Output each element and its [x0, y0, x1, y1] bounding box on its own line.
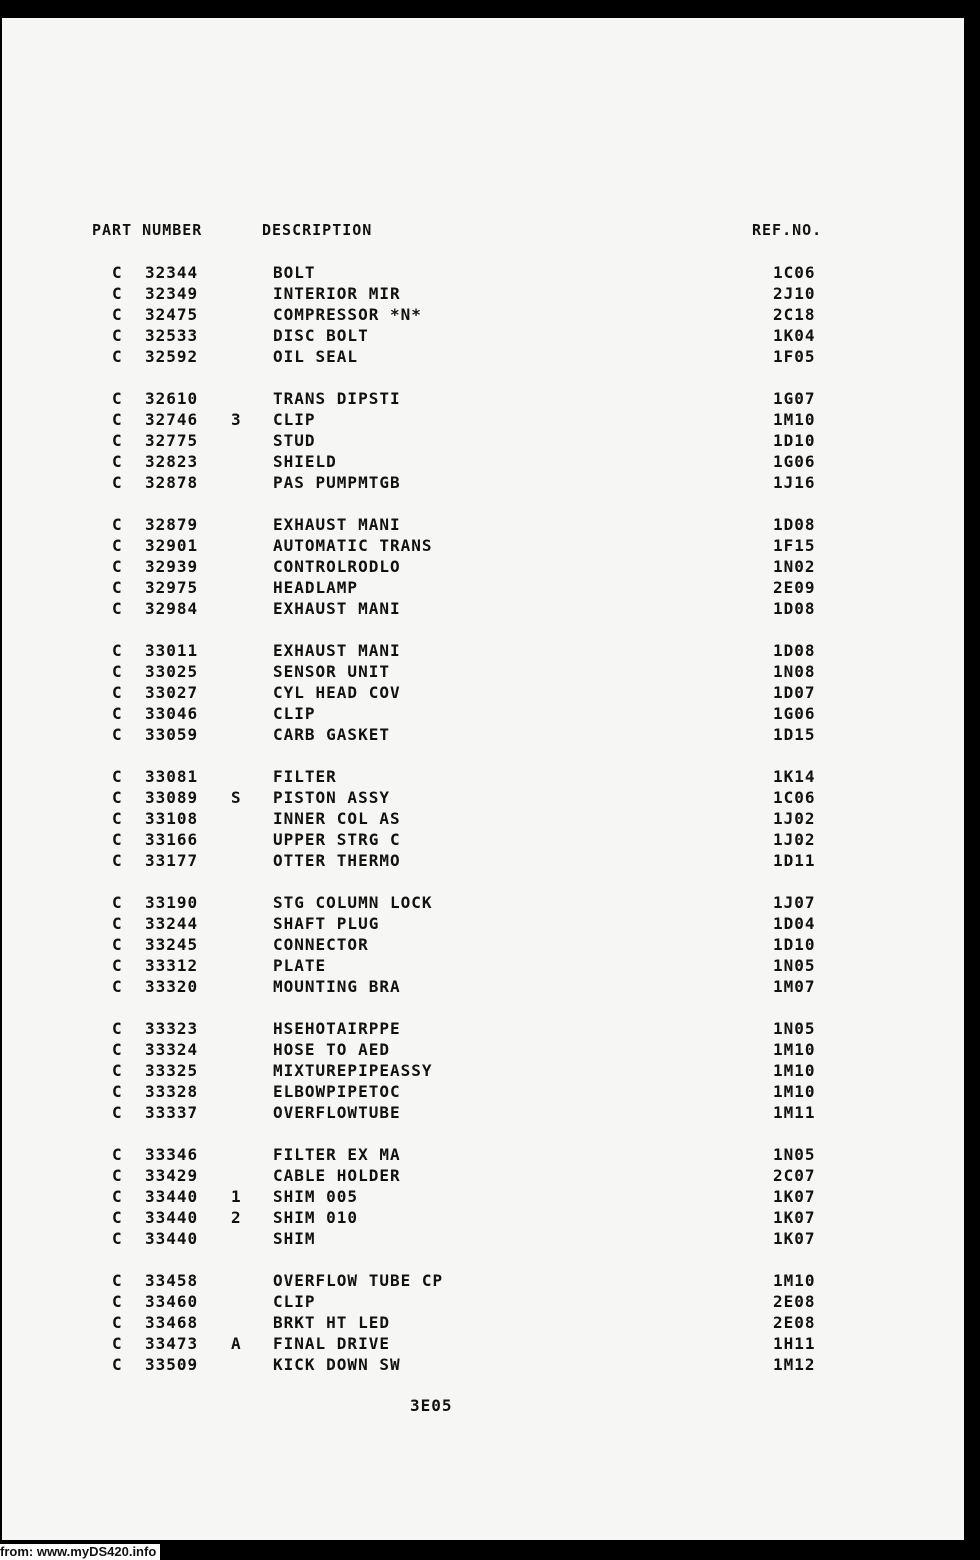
- part-description: FILTER EX MA: [273, 1145, 401, 1164]
- part-description: UPPER STRG C: [273, 830, 401, 849]
- ref-number: 1F05: [773, 347, 816, 366]
- part-description: BOLT: [273, 263, 316, 282]
- ref-number: 1H11: [773, 1334, 816, 1353]
- part-number: 33011: [145, 641, 199, 660]
- ref-number: 2E08: [773, 1292, 816, 1311]
- part-number: 32344: [145, 263, 199, 282]
- ref-number: 1K07: [773, 1229, 816, 1248]
- table-row: [2, 598, 964, 619]
- table-row: [2, 934, 964, 955]
- ref-number: 1D11: [773, 851, 816, 870]
- part-description: INNER COL AS: [273, 809, 401, 828]
- ref-number: 1J02: [773, 809, 816, 828]
- part-number: 32878: [145, 473, 199, 492]
- ref-number: 1D10: [773, 935, 816, 954]
- part-number: 33089: [145, 788, 199, 807]
- part-prefix: C: [112, 1103, 123, 1122]
- table-row: [2, 955, 964, 976]
- table-row: [2, 1291, 964, 1312]
- part-number: 33460: [145, 1292, 199, 1311]
- table-row: [2, 661, 964, 682]
- ref-number: 1J07: [773, 893, 816, 912]
- part-prefix: C: [112, 1229, 123, 1248]
- part-description: EXHAUST MANI: [273, 599, 401, 618]
- ref-number: 2C07: [773, 1166, 816, 1185]
- table-row: [2, 766, 964, 787]
- table-row: [2, 1144, 964, 1165]
- part-description: CABLE HOLDER: [273, 1166, 401, 1185]
- part-prefix: C: [112, 1040, 123, 1059]
- ref-number: 1M11: [773, 1103, 816, 1122]
- part-number: 33440: [145, 1208, 199, 1227]
- table-row: [2, 472, 964, 493]
- part-prefix: C: [112, 1187, 123, 1206]
- ref-number: 1N02: [773, 557, 816, 576]
- ref-number: 1G06: [773, 452, 816, 471]
- part-description: MOUNTING BRA: [273, 977, 401, 996]
- part-qualifier: 1: [231, 1187, 242, 1206]
- ref-number: 1N08: [773, 662, 816, 681]
- ref-number: 1D07: [773, 683, 816, 702]
- part-prefix: C: [112, 1082, 123, 1101]
- part-number: 33337: [145, 1103, 199, 1122]
- part-description: SHIM: [273, 1229, 316, 1248]
- part-number: 32475: [145, 305, 199, 324]
- part-prefix: C: [112, 935, 123, 954]
- part-number: 33324: [145, 1040, 199, 1059]
- part-description: FINAL DRIVE: [273, 1334, 390, 1353]
- part-prefix: C: [112, 641, 123, 660]
- part-prefix: C: [112, 431, 123, 450]
- part-prefix: C: [112, 410, 123, 429]
- part-description: CLIP: [273, 1292, 316, 1311]
- part-number: 33108: [145, 809, 199, 828]
- part-prefix: C: [112, 809, 123, 828]
- part-number: 33244: [145, 914, 199, 933]
- table-row: [2, 346, 964, 367]
- part-number: 33346: [145, 1145, 199, 1164]
- part-description: DISC BOLT: [273, 326, 369, 345]
- ref-number: 1M10: [773, 1040, 816, 1059]
- parts-group: [2, 262, 964, 367]
- ref-number: 1D08: [773, 599, 816, 618]
- part-description: HOSE TO AED: [273, 1040, 390, 1059]
- table-row: [2, 283, 964, 304]
- part-prefix: C: [112, 893, 123, 912]
- part-description: CONNECTOR: [273, 935, 369, 954]
- table-row: [2, 325, 964, 346]
- part-description: PLATE: [273, 956, 327, 975]
- parts-group: [2, 1018, 964, 1123]
- ref-number: 1D04: [773, 914, 816, 933]
- part-prefix: C: [112, 305, 123, 324]
- part-description: HEADLAMP: [273, 578, 359, 597]
- table-row: [2, 724, 964, 745]
- part-description: EXHAUST MANI: [273, 641, 401, 660]
- ref-number: 1G06: [773, 704, 816, 723]
- part-number: 32746: [145, 410, 199, 429]
- part-qualifier: S: [231, 788, 242, 807]
- part-description: CLIP: [273, 410, 316, 429]
- ref-number: 1N05: [773, 956, 816, 975]
- part-prefix: C: [112, 1061, 123, 1080]
- part-description: OIL SEAL: [273, 347, 359, 366]
- part-description: STG COLUMN LOCK: [273, 893, 433, 912]
- table-row: [2, 1018, 964, 1039]
- part-description: CYL HEAD COV: [273, 683, 401, 702]
- table-row: [2, 1312, 964, 1333]
- ref-number: 1J02: [773, 830, 816, 849]
- part-prefix: C: [112, 683, 123, 702]
- ref-number: 1K04: [773, 326, 816, 345]
- header-description: DESCRIPTION: [262, 221, 373, 239]
- part-prefix: C: [112, 452, 123, 471]
- ref-number: 1N05: [773, 1019, 816, 1038]
- part-prefix: C: [112, 1019, 123, 1038]
- table-row: [2, 829, 964, 850]
- part-number: 33046: [145, 704, 199, 723]
- part-prefix: C: [112, 1313, 123, 1332]
- table-row: [2, 262, 964, 283]
- part-prefix: C: [112, 347, 123, 366]
- part-prefix: C: [112, 662, 123, 681]
- table-row: [2, 703, 964, 724]
- part-description: SHIM 010: [273, 1208, 359, 1227]
- part-prefix: C: [112, 578, 123, 597]
- part-number: 33468: [145, 1313, 199, 1332]
- paper-sheet: [2, 18, 964, 1540]
- part-description: CLIP: [273, 704, 316, 723]
- part-prefix: C: [112, 599, 123, 618]
- table-row: [2, 1102, 964, 1123]
- part-prefix: C: [112, 977, 123, 996]
- table-row: [2, 976, 964, 997]
- part-number: 32984: [145, 599, 199, 618]
- table-row: [2, 850, 964, 871]
- part-description: TRANS DIPSTI: [273, 389, 401, 408]
- part-prefix: C: [112, 284, 123, 303]
- part-number: 33177: [145, 851, 199, 870]
- part-prefix: C: [112, 1292, 123, 1311]
- parts-list: [2, 262, 964, 1396]
- part-description: INTERIOR MIR: [273, 284, 401, 303]
- ref-number: 1J16: [773, 473, 816, 492]
- part-description: ELBOWPIPETOC: [273, 1082, 401, 1101]
- part-description: SHIELD: [273, 452, 337, 471]
- part-description: EXHAUST MANI: [273, 515, 401, 534]
- part-qualifier: 3: [231, 410, 242, 429]
- ref-number: 1D15: [773, 725, 816, 744]
- part-number: 33440: [145, 1229, 199, 1248]
- part-prefix: C: [112, 956, 123, 975]
- part-description: PISTON ASSY: [273, 788, 390, 807]
- ref-number: 1K07: [773, 1187, 816, 1206]
- part-qualifier: 2: [231, 1208, 242, 1227]
- part-prefix: C: [112, 536, 123, 555]
- part-number: 33458: [145, 1271, 199, 1290]
- part-number: 33320: [145, 977, 199, 996]
- part-number: 33473: [145, 1334, 199, 1353]
- table-row: [2, 1039, 964, 1060]
- part-prefix: C: [112, 515, 123, 534]
- table-row: [2, 1207, 964, 1228]
- part-number: 33027: [145, 683, 199, 702]
- ref-number: 1G07: [773, 389, 816, 408]
- part-prefix: C: [112, 263, 123, 282]
- ref-number: 1C06: [773, 263, 816, 282]
- part-prefix: C: [112, 389, 123, 408]
- part-number: 33059: [145, 725, 199, 744]
- part-description: OVERFLOW TUBE CP: [273, 1271, 444, 1290]
- table-row: [2, 787, 964, 808]
- table-row: [2, 1186, 964, 1207]
- ref-number: 1M10: [773, 1082, 816, 1101]
- part-number: 32901: [145, 536, 199, 555]
- part-number: 33429: [145, 1166, 199, 1185]
- part-prefix: C: [112, 473, 123, 492]
- part-description: KICK DOWN SW: [273, 1355, 401, 1374]
- part-description: PAS PUMPMTGB: [273, 473, 401, 492]
- part-number: 33166: [145, 830, 199, 849]
- table-row: [2, 892, 964, 913]
- part-description: OTTER THERMO: [273, 851, 401, 870]
- part-prefix: C: [112, 1355, 123, 1374]
- part-number: 33509: [145, 1355, 199, 1374]
- table-row: [2, 304, 964, 325]
- part-description: FILTER: [273, 767, 337, 786]
- part-prefix: C: [112, 788, 123, 807]
- part-description: HSEHOTAIRPPE: [273, 1019, 401, 1038]
- ref-number: 1D08: [773, 515, 816, 534]
- part-number: 33312: [145, 956, 199, 975]
- part-description: SHIM 005: [273, 1187, 359, 1206]
- part-number: 32939: [145, 557, 199, 576]
- part-prefix: C: [112, 914, 123, 933]
- page-code: 3E05: [410, 1396, 453, 1415]
- table-row: [2, 913, 964, 934]
- ref-number: 2E09: [773, 578, 816, 597]
- parts-group: [2, 640, 964, 745]
- part-prefix: C: [112, 1271, 123, 1290]
- ref-number: 1F15: [773, 536, 816, 555]
- table-row: [2, 1354, 964, 1375]
- table-row: [2, 1270, 964, 1291]
- ref-number: 1M10: [773, 1061, 816, 1080]
- part-number: 32349: [145, 284, 199, 303]
- part-prefix: C: [112, 1166, 123, 1185]
- parts-group: [2, 1144, 964, 1249]
- ref-number: 1K07: [773, 1208, 816, 1227]
- ref-number: 1M10: [773, 410, 816, 429]
- part-description: SENSOR UNIT: [273, 662, 390, 681]
- part-description: SHAFT PLUG: [273, 914, 380, 933]
- table-row: [2, 1165, 964, 1186]
- part-description: BRKT HT LED: [273, 1313, 390, 1332]
- parts-group: [2, 514, 964, 619]
- part-description: COMPRESSOR *N*: [273, 305, 422, 324]
- parts-group: [2, 1270, 964, 1375]
- table-row: [2, 430, 964, 451]
- part-description: CARB GASKET: [273, 725, 390, 744]
- part-qualifier: A: [231, 1334, 242, 1353]
- part-prefix: C: [112, 1145, 123, 1164]
- part-number: 32533: [145, 326, 199, 345]
- ref-number: 1K14: [773, 767, 816, 786]
- header-part-number: PART NUMBER: [92, 221, 203, 239]
- parts-group: [2, 892, 964, 997]
- part-prefix: C: [112, 767, 123, 786]
- part-number: 32592: [145, 347, 199, 366]
- part-number: 32823: [145, 452, 199, 471]
- part-prefix: C: [112, 1208, 123, 1227]
- part-number: 33440: [145, 1187, 199, 1206]
- table-row: [2, 577, 964, 598]
- part-description: OVERFLOWTUBE: [273, 1103, 401, 1122]
- part-number: 32879: [145, 515, 199, 534]
- parts-group: [2, 388, 964, 493]
- part-number: 33190: [145, 893, 199, 912]
- table-row: [2, 388, 964, 409]
- part-number: 33323: [145, 1019, 199, 1038]
- part-prefix: C: [112, 704, 123, 723]
- parts-group: [2, 766, 964, 871]
- ref-number: 2J10: [773, 284, 816, 303]
- part-prefix: C: [112, 851, 123, 870]
- part-number: 33325: [145, 1061, 199, 1080]
- table-row: [2, 409, 964, 430]
- part-number: 33328: [145, 1082, 199, 1101]
- part-description: AUTOMATIC TRANS: [273, 536, 433, 555]
- table-row: [2, 682, 964, 703]
- part-number: 32975: [145, 578, 199, 597]
- ref-number: 1M07: [773, 977, 816, 996]
- part-description: CONTROLRODLO: [273, 557, 401, 576]
- table-row: [2, 1228, 964, 1249]
- part-prefix: C: [112, 1334, 123, 1353]
- ref-number: 1N05: [773, 1145, 816, 1164]
- part-description: STUD: [273, 431, 316, 450]
- table-row: [2, 1081, 964, 1102]
- table-row: [2, 514, 964, 535]
- part-prefix: C: [112, 326, 123, 345]
- ref-number: 2E08: [773, 1313, 816, 1332]
- table-row: [2, 451, 964, 472]
- header-ref-no: REF.NO.: [752, 221, 823, 239]
- table-row: [2, 1060, 964, 1081]
- table-row: [2, 1333, 964, 1354]
- part-number: 32775: [145, 431, 199, 450]
- part-prefix: C: [112, 557, 123, 576]
- table-row: [2, 808, 964, 829]
- ref-number: 1D08: [773, 641, 816, 660]
- part-number: 33245: [145, 935, 199, 954]
- ref-number: 1C06: [773, 788, 816, 807]
- source-watermark: from: www.myDS420.info: [0, 1544, 160, 1560]
- part-number: 32610: [145, 389, 199, 408]
- ref-number: 1M10: [773, 1271, 816, 1290]
- part-prefix: C: [112, 725, 123, 744]
- table-row: [2, 640, 964, 661]
- part-number: 33081: [145, 767, 199, 786]
- table-row: [2, 556, 964, 577]
- part-prefix: C: [112, 830, 123, 849]
- part-description: MIXTUREPIPEASSY: [273, 1061, 433, 1080]
- table-row: [2, 535, 964, 556]
- ref-number: 2C18: [773, 305, 816, 324]
- ref-number: 1M12: [773, 1355, 816, 1374]
- ref-number: 1D10: [773, 431, 816, 450]
- part-number: 33025: [145, 662, 199, 681]
